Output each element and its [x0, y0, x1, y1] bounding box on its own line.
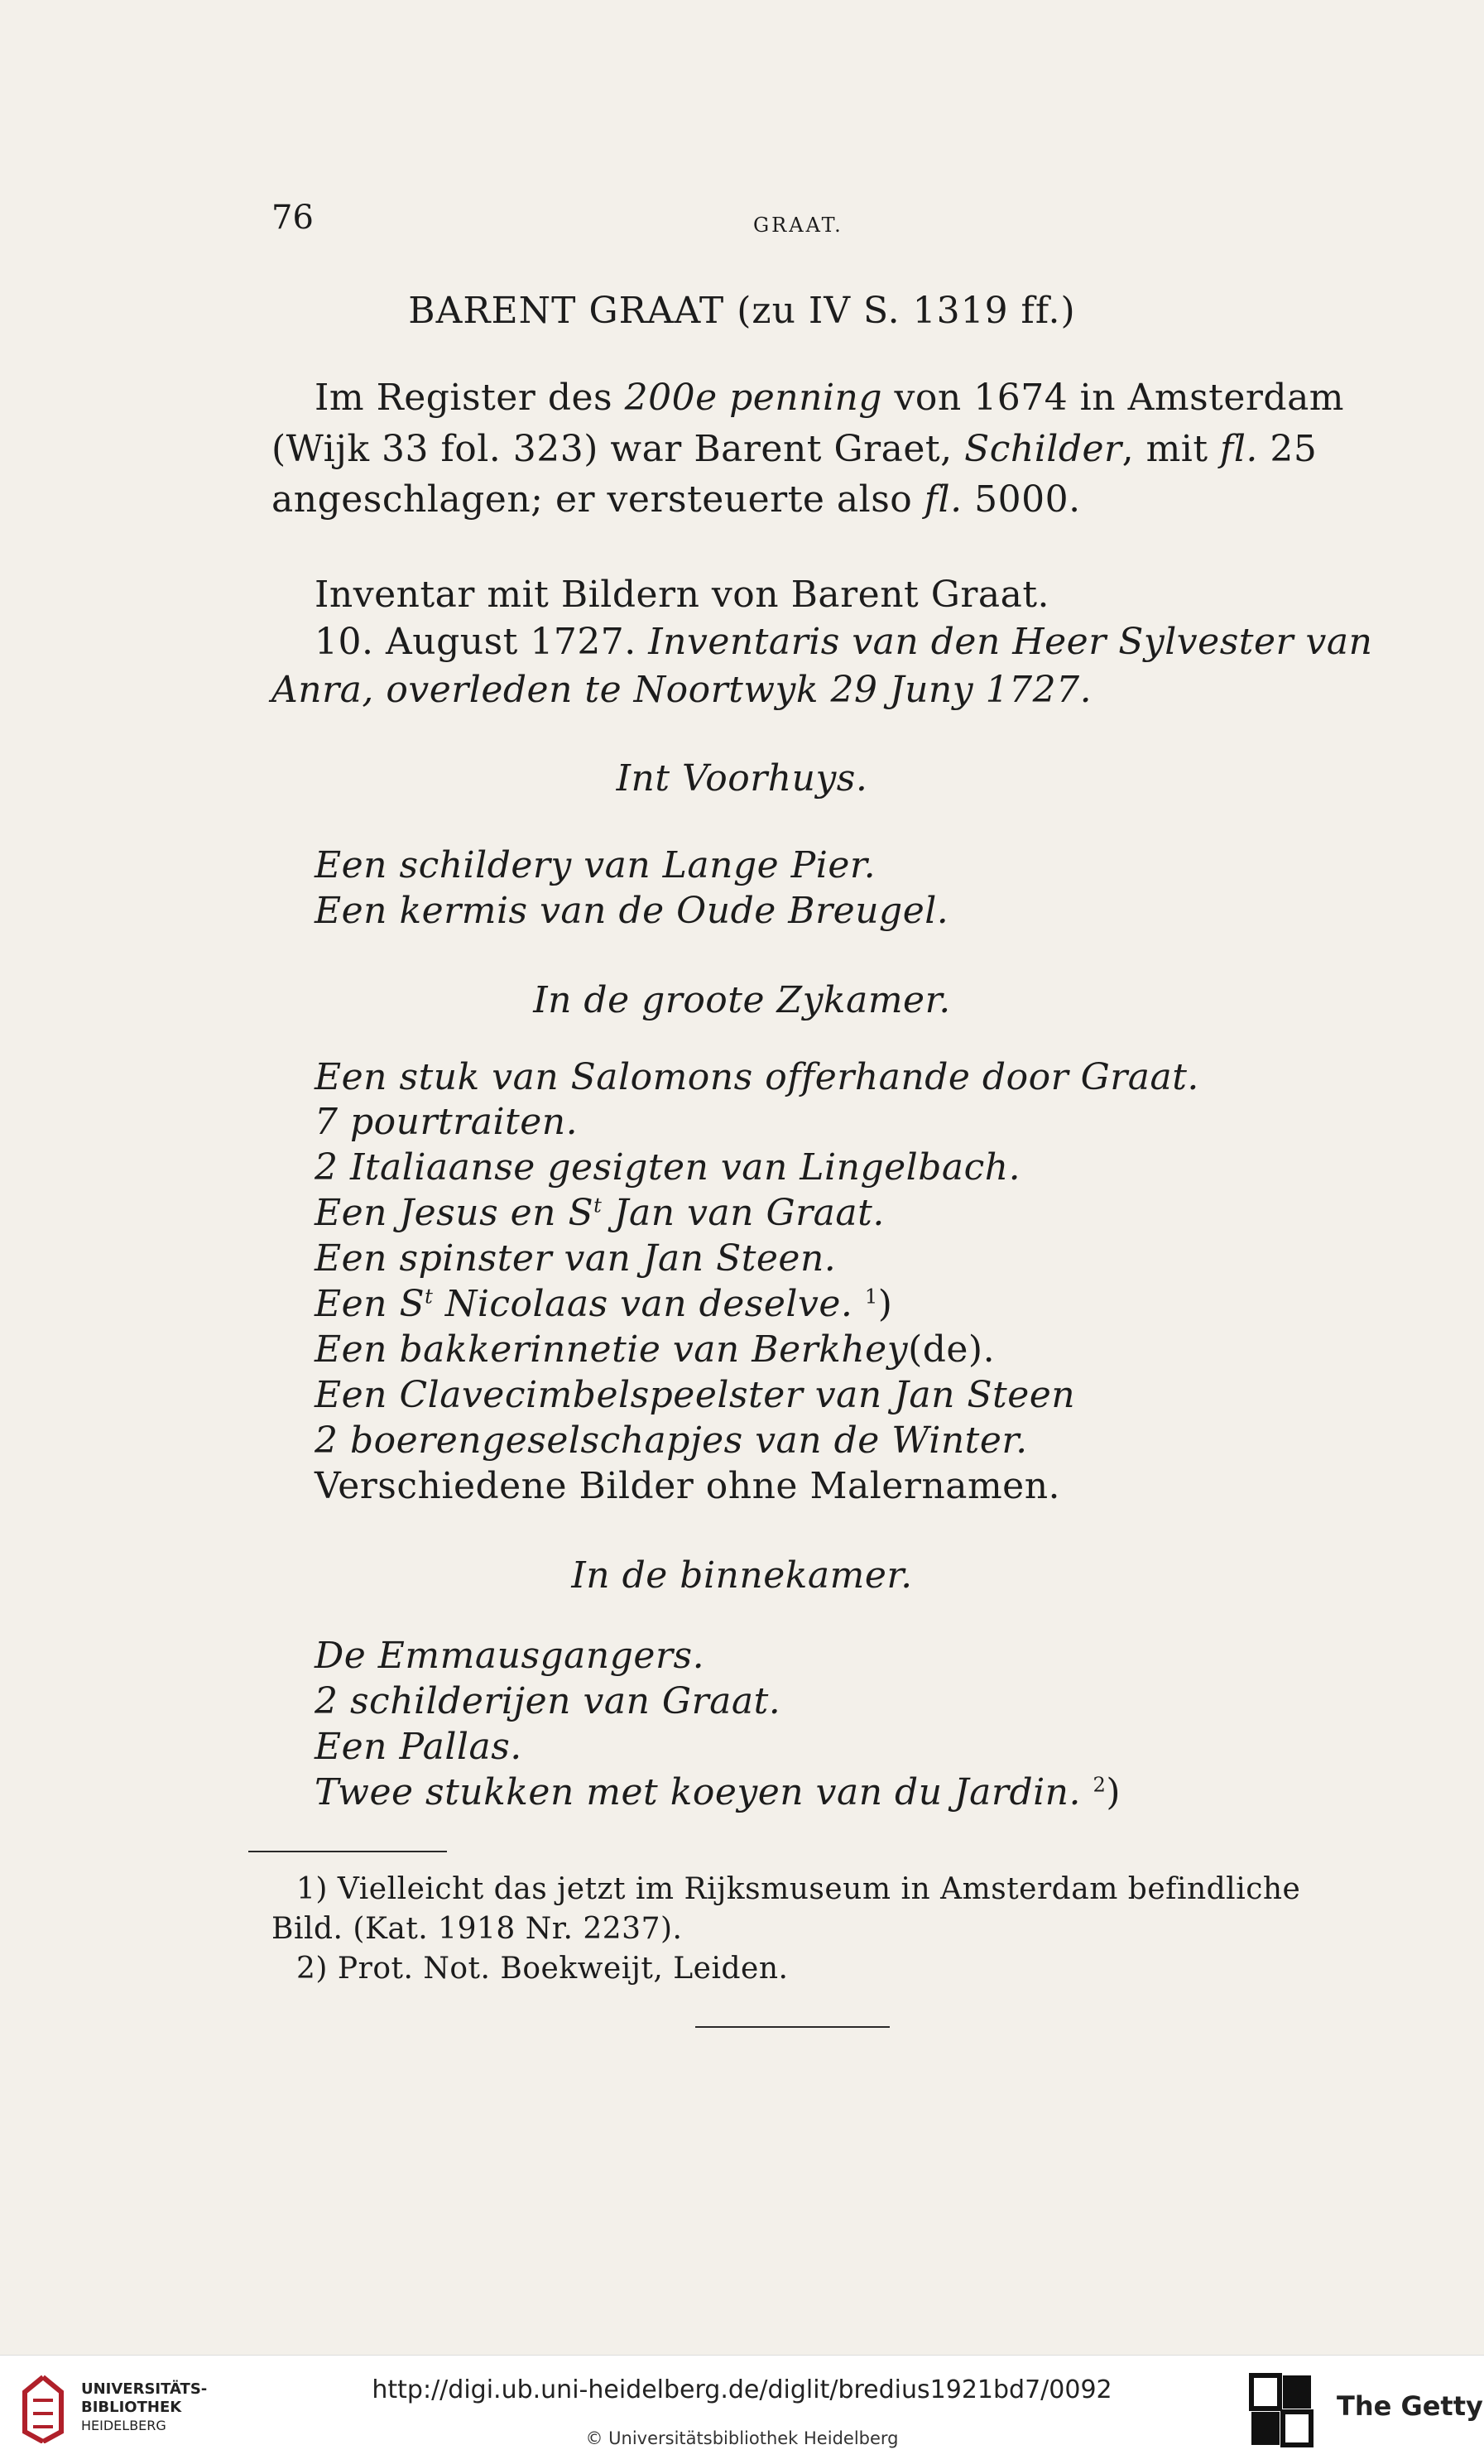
inventory-item: 7 pourtraiten. [315, 1101, 579, 1143]
copyright-notice: © Universitätsbibliothek Heidelberg [585, 2428, 899, 2448]
section-heading: BARENT GRAAT (zu IV S. 1319 ff.) [408, 290, 1076, 332]
running-title: GRAAT. [753, 214, 843, 237]
library-name: UNIVERSITÄTS- BIBLIOTHEK HEIDELBERG [81, 2380, 208, 2433]
paragraph-line: Im Register des 200e penning von 1674 in Amsterdam [315, 377, 1345, 419]
footnote-ref: 2 [1093, 1773, 1107, 1797]
room-title-voorhuys: Int Voorhuys. [616, 757, 868, 800]
inventory-intro: Inventar mit Bildern von Barent Graat. [315, 574, 1050, 616]
inventory-item: 2 schilderijen van Graat. [315, 1680, 781, 1722]
room-title-zykamer: In de groote Zykamer. [533, 979, 951, 1021]
inventory-item: Een Jesus en $S^t$ Jan van Graat. [315, 1192, 885, 1234]
inventory-item: Een schildery van Lange Pier. [315, 844, 876, 886]
paragraph-line: angeschlagen; er versteuerte also fl. 5000. [271, 478, 1081, 521]
footnote-1: 1) Vielleicht das jetzt im Rijksmuseum in Amsterdam befindliche [296, 1872, 1301, 1906]
inventory-item: Een $S^t$ Nicolaas van deselve. $^1$) [315, 1283, 893, 1325]
inventory-item: Een kermis van de Oude Breugel. [315, 890, 949, 932]
footnote-1-cont: Bild. (Kat. 1918 Nr. 2237). [271, 1912, 683, 1946]
inventory-item: Een Pallas. [315, 1726, 522, 1768]
getty-name: The Getty [1337, 2390, 1483, 2422]
inventory-item: Een stuk van Salomons offerhande door Graat. [315, 1056, 1199, 1098]
inventory-item: Twee stukken met koeyen van du Jardin. $^2$) [315, 1771, 1121, 1813]
inventory-item: Een bakkerinnetie van Berkhey(de). [315, 1328, 996, 1371]
footnote-2: 2) Prot. Not. Boekweijt, Leiden. [296, 1952, 789, 1986]
inventory-item: 2 boerengeselschapjes van de Winter. [315, 1419, 1028, 1462]
inventory-item: De Emmausgangers. [315, 1635, 705, 1677]
inventory-date: 10. August 1727. Inventaris van den Heer Sylvester van [315, 621, 1373, 663]
inventory-item: 2 Italiaanse gesigten van Lingelbach. [315, 1146, 1021, 1189]
room-title-binnekamer: In de binnekamer. [571, 1554, 913, 1597]
getty-logo-icon [1248, 2372, 1314, 2448]
inventory-remark: Verschiedene Bilder ohne Malernamen. [315, 1465, 1061, 1507]
inventory-item: Een Clavecimbelspeelster van Jan Steen [315, 1374, 1076, 1416]
footnote-ref: 1 [864, 1285, 878, 1309]
inventory-date-line2: Anra, overleden te Noortwyk 29 Juny 1727. [271, 669, 1093, 711]
footer-bar [0, 2355, 1484, 2464]
paragraph-line: (Wijk 33 fol. 323) war Barent Graet, Schilder, mit fl. 25 [271, 428, 1318, 470]
footnote-divider [248, 1851, 447, 1852]
end-divider [695, 2026, 890, 2028]
page-number: 76 [271, 199, 314, 237]
inventory-item: Een spinster van Jan Steen. [315, 1237, 837, 1280]
source-url[interactable]: http://digi.ub.uni-heidelberg.de/diglit/bredius1921bd7/0092 [372, 2375, 1112, 2404]
